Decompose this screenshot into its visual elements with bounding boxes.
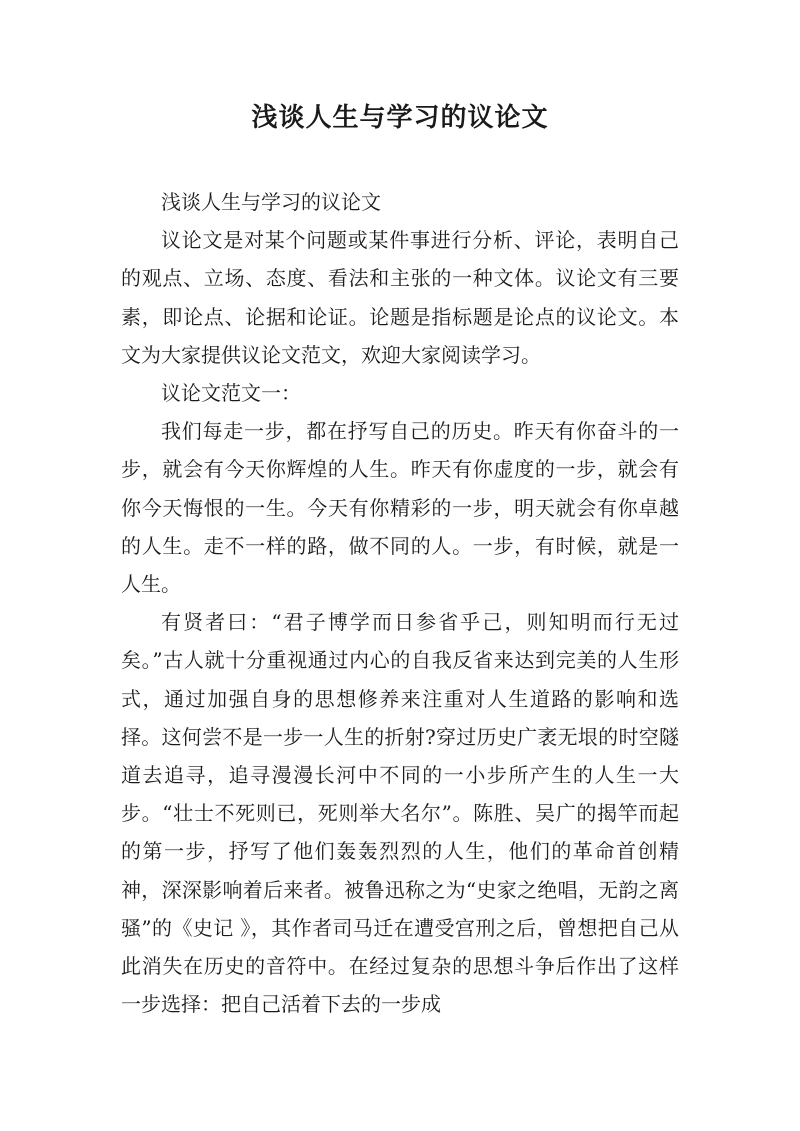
paragraph-subtitle: 浅谈人生与学习的议论文 [161,190,381,214]
paragraph-body-1: 我们每走一步，都在抒写自己的历史。昨天有你奋斗的一步，就会有今天你辉煌的人生。昨天有你虚度的一步，就会有你今天悔恨的一生。今天有你精彩的一步，明天就会有你卓越的人生。走不一样的路，做不同的人。一步，有时候，就是一人生。 [121,419,679,597]
paragraph-body-2: 有贤者曰：“君子博学而日参省乎己，则知明而行无过矣。”古人就十分重视通过内心的自我反省来达到完美的人生形式，通过加强自身的思想修养来注重对人生道路的影响和选择。这何尝不是一步一人生的折射?穿过历史广袤无垠的时空隧道去追寻，追寻漫漫长河中不同的一小步所产生的人生一大步。“壮士不死则已，死则举大名尔”。陈胜、吴广的揭竿而起的第一步，抒写了他们轰轰烈烈的人生，他们的革命首创精神，深深影响着后来者。被鲁迅称之为“史家之绝唱，无韵之离骚”的《史记 》，其作者司马迁在遭受宫刑之后，曾想把自己从此消失在历史的音符中。在经过复杂的思想斗争后作出了这样一步选择：把自己活着下去的一步成 [121,610,679,1017]
document-title: 浅谈人生与学习的议论文 [251,103,549,133]
paragraph-sample-heading: 议论文范文一： [161,381,301,406]
paragraph-intro: 议论文是对某个问题或某件事进行分析、评论，表明自己的观点、立场、态度、看法和主张的一种文体。议论文有三要素，即论点、论据和论证。论题是指标题是论点的议论文。本文为大家提供议论文范文，欢迎大家阅读学习。 [121,228,679,367]
document-body [121,183,679,1023]
